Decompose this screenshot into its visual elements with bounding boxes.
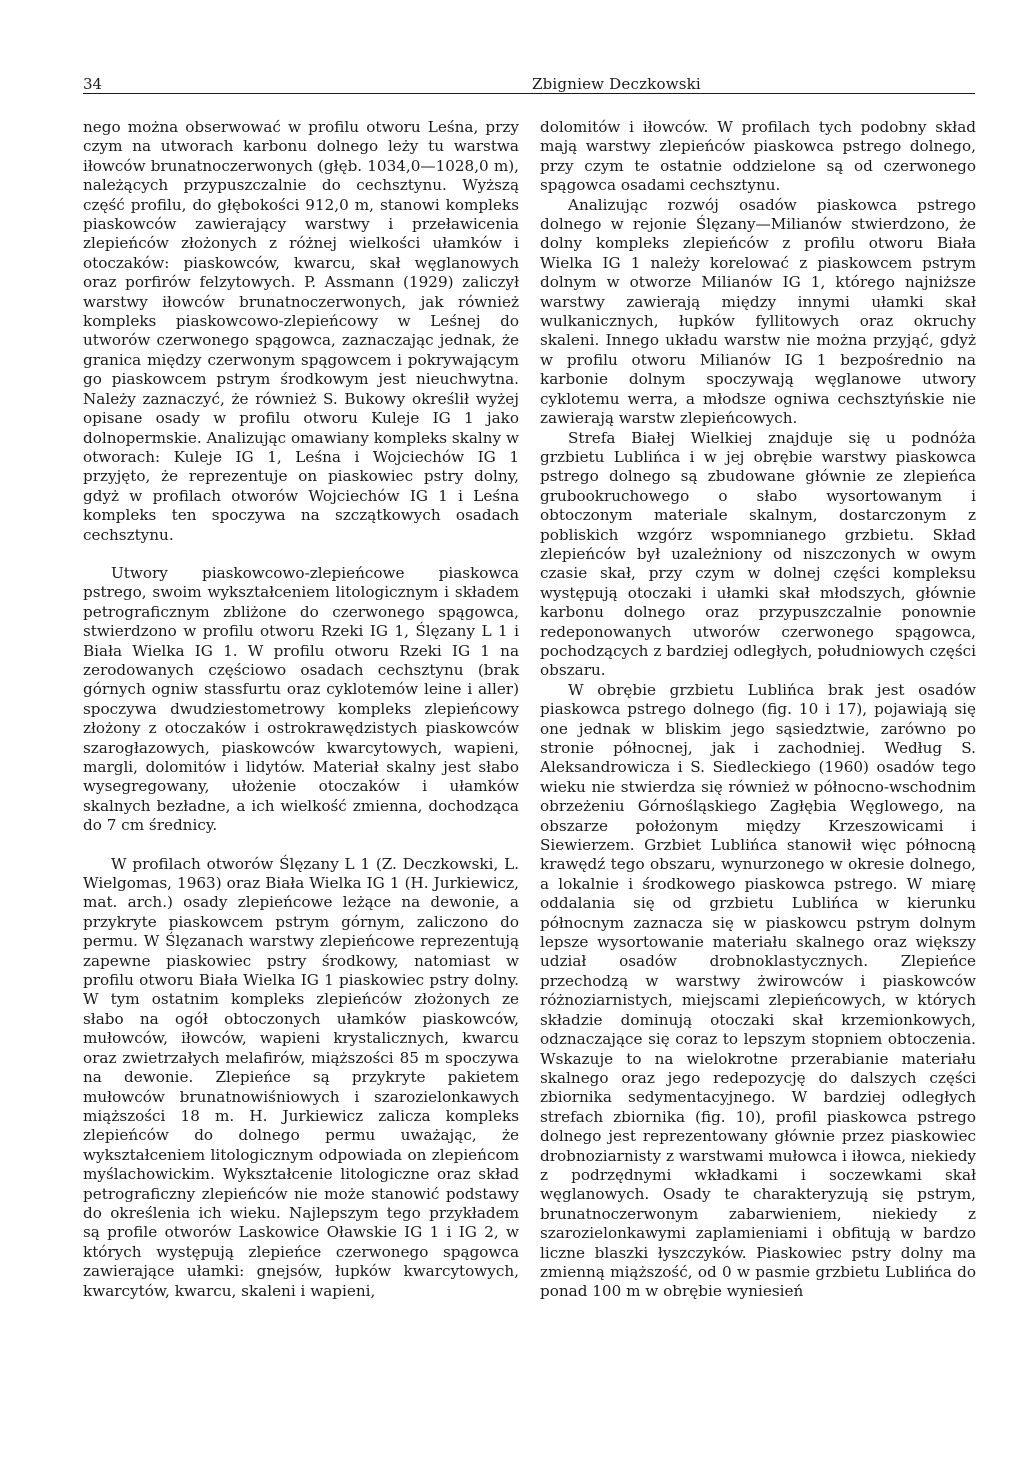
paragraph: Utwory piaskowcowo-zlepieńcowe piaskowca pstrego, swoim wykształceniem litologicznym i składem petrograficznym zbliżone do czerwonego spągowca, stwierdzono w profilu otworu Rzeki IG 1, Ślęzany L 1 i Biała Wielka IG 1. W profilu otworu Rzeki IG 1 na zerodowanych częściowo osadach cechsztynu (brak górnych ogniw stassfurtu oraz cyklotemów leine i aller) spoczywa dwudziestometrowy kompleks zlepieńcowy złożony z otoczaków i ostrokrawędzistych piaskowców szarogłazowych, piaskowców kwarcytowych, wapieni, margli, dolomitów i lidytów. Materiał skalny jest słabo wysegregowany, ułożenie otoczaków i ułamków skalnych bezładne, a ich wielkość zmienna, dochodząca do 7 cm średnicy. — [83, 563, 519, 835]
paragraph: W obrębie grzbietu Lublińca brak jest osadów piaskowca pstrego dolnego (fig. 10 i 17), pojawiają się one jednak w bliskim jego sąsiedztwie, zarówno po stronie północnej, jak i zachodniej. Według S. Aleksandrowicza i S. Siedleckiego (1960) osadów tego wieku nie stwierdza się również w północno-wschodnim obrzeżeniu Górnośląskiego Zagłębia Węglowego, na obszarze położonym między Krzeszowicami i Siewierzem. Grzbiet Lublińca stanowił więc północną krawędź tego obszaru, wynurzonego w okresie dolnego, a lokalnie i środkowego piaskowca pstrego. W miarę oddalania się od grzbietu Lublińca w kierunku północnym zaznacza się w piaskowcu pstrym dolnym lepsze wysortowanie materiału skalnego oraz większy udział osadów drobnoklastycznych. Zlepieńce przechodzą w warstwy żwirowców i piaskowców różnoziarnistych, miejscami zlepieńcowych, w których składzie dominują otoczaki skał krzemionkowych, odznaczające się coraz to lepszym stopniem obtoczenia. Wskazuje to na wielokrotne przerabianie materiału skalnego oraz jego redepozycję do dalszych części zbiornika sedymentacyjnego. W bardziej odległych strefach zbiornika (fig. 10), profil piaskowca pstrego dolnego jest reprezentowany głównie przez piaskowiec drobnoziarnisty z warstwami mułowca i iłowca, niekiedy z podrzędnymi wkładkami i soczewkami skał węglanowych. Osady te charakteryzują się pstrym, brunatnoczerwonym zabarwieniem, niekiedy z szarozielonkawymi zaplamieniami i obfitują w bardzo liczne blaszki łyszczyków. Piaskowiec pstry dolny ma zmienną miąższość, od 0 w pasmie grzbietu Lublińca do ponad 100 m w obrębie wyniesień — [540, 680, 976, 1301]
paragraph: dolomitów i iłowców. W profilach tych podobny skład mają warstwy zlepieńców piaskowca pstrego dolnego, przy czym te ostatnie oddzielone są od czerwonego spągowca osadami cechsztynu. — [540, 118, 976, 195]
page-number: 34 — [83, 75, 103, 93]
running-header — [83, 74, 975, 96]
paragraph: Strefa Białej Wielkiej znajduje się u podnóża grzbietu Lublińca i w jej obrębie warstwy piaskowca pstrego dolnego są zbudowane głównie ze zlepieńca grubookruchowego o słabo wysortowanym i obtoczonym materiale skalnym, dostarczonym z pobliskich wzgórz wspomnianego grzbietu. Skład zlepieńców był uzależniony od niszczonych w owym czasie skał, przy czym w dolnej części kompleksu występują otoczaki i ułamki skał młodszych, głównie karbonu dolnego oraz przypuszczalnie ponownie redeponowanych utworów czerwonego spągowca, pochodzących z bardziej odległych, południowych części obszaru. — [540, 428, 976, 680]
left-column — [83, 118, 519, 1458]
author-name: Zbigniew Deczkowski — [532, 75, 701, 93]
right-column — [540, 118, 976, 1458]
header-rule — [83, 93, 975, 94]
paragraph: W profilach otworów Ślęzany L 1 (Z. Deczkowski, L. Wielgomas, 1963) oraz Biała Wielka IG 1 (H. Jurkiewicz, mat. arch.) osady zlepieńcowe leżące na dewonie, a przykryte piaskowcem pstrym górnym, zaliczono do permu. W Ślęzanach warstwy zlepieńcowe reprezentują zapewne piaskowiec pstry środkowy, natomiast w profilu otworu Biała Wielka IG 1 piaskowiec pstry dolny. W tym ostatnim kompleks zlepieńców złożonych ze słabo na ogół obtoczonych ułamków piaskowców, mułowców, iłowców, wapieni krystalicznych, kwarcu oraz zwietrzałych melafirów, miąższości 85 m spoczywa na dewonie. Zlepieńce są przykryte pakietem mułowców brunatnowiśniowych i szarozielonkawych miąższości 18 m. H. Jurkiewicz zalicza kompleks zlepieńców do dolnego permu uważając, że wykształceniem litologicznym odpowiada on zlepieńcom myślachowickim. Wykształcenie litologiczne oraz skład petrograficzny zlepieńców nie może stanowić podstawy do określenia ich wieku. Najlepszym tego przykładem są profile otworów Laskowice Oławskie IG 1 i IG 2, w których występują zlepieńce czerwonego spągowca zawierające ułamki: gnejsów, łupków kwarcytowych, kwarcytów, kwarcu, skaleni i wapieni, — [83, 854, 519, 1300]
paragraph: Analizując rozwój osadów piaskowca pstrego dolnego w rejonie Ślęzany—Milianów stwierdzono, że dolny kompleks zlepieńców z profilu otworu Biała Wielka IG 1 należy korelować z piaskowcem pstrym dolnym w otworze Milianów IG 1, którego najniższe warstwy zawierają między innymi ułamki skał wulkanicznych, łupków fyllitowych oraz okruchy skaleni. Innego układu warstw nie można przyjąć, gdyż w profilu otworu Milianów IG 1 bezpośrednio na karbonie dolnym spoczywają węglanowe utwory cyklotemu werra, a młodsze ogniwa cechsztyńskie nie zawierają warstw zlepieńcowych. — [540, 195, 976, 428]
paragraph: nego można obserwować w profilu otworu Leśna, przy czym na utworach karbonu dolnego leży tu warstwa iłowców brunatnoczerwonych (głęb. 1034,0—1028,0 m), należących przypuszczalnie do cechsztynu. Wyższą część profilu, do głębokości 912,0 m, stanowi kompleks piaskowców zawierający warstwy i przeławicenia zlepieńców złożonych z różnej wielkości ułamków i otoczaków: piaskowców, kwarcu, skał węglanowych oraz porfirów felzytowych. P. Assmann (1929) zaliczył warstwy iłowców brunatnoczerwonych, jak również kompleks piaskowcowo-zlepieńcowy w Leśnej do utworów czerwonego spągowca, zaznaczając jednak, że granica między czerwonym spągowcem i pokrywającym go piaskowcem pstrym środkowym jest nieuchwytna. Należy zaznaczyć, że również S. Bukowy określił wyżej opisane osady w profilu otworu Kuleje IG 1 jako dolnopermskie. Analizując omawiany kompleks skalny w otworach: Kuleje IG 1, Leśna i Wojciechów IG 1 przyjęto, że reprezentuje on piaskowiec pstry dolny, gdyż w profilach otworów Wojciechów IG 1 i Leśna kompleks ten spoczywa na szczątkowych osadach cechsztynu. — [83, 118, 519, 544]
